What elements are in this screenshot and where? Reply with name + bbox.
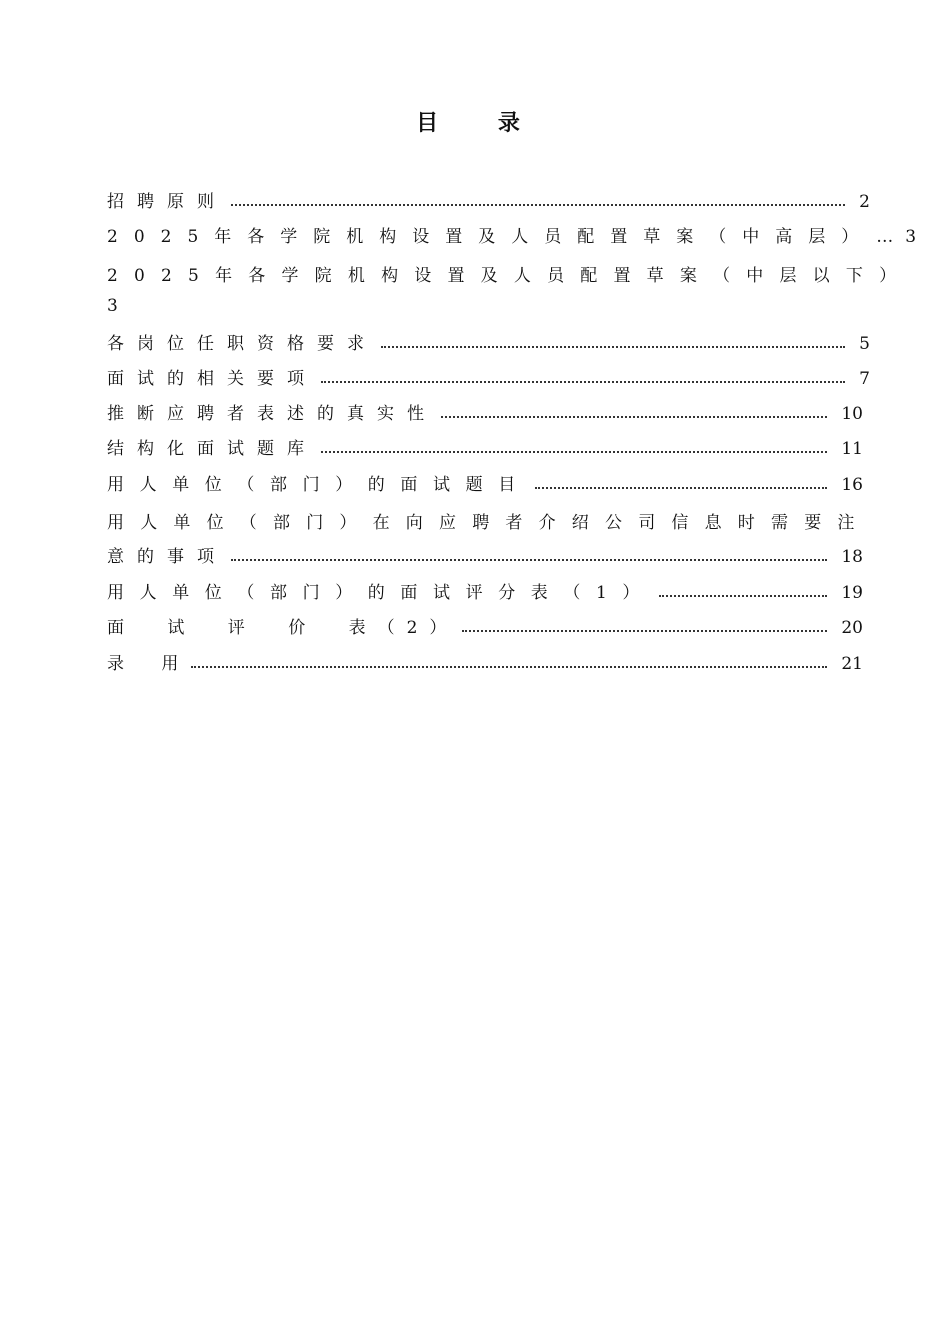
toc-entry-label: 用人单位（部门）的面试评分表（1） — [107, 583, 656, 603]
toc-entry-label: 结构化面试题库 — [107, 439, 317, 459]
dot-leader — [462, 630, 827, 632]
toc-entry-label[interactable]: 用人单位（部门）在向应聘者介绍公司信息时需要注 — [107, 513, 871, 533]
toc-entry-page: 3 — [905, 227, 917, 247]
dot-leader — [231, 204, 845, 206]
dot-leader — [659, 595, 827, 597]
page-title: 目 录 — [416, 111, 546, 136]
dot-leader — [535, 487, 828, 489]
toc-entry-page: 21 — [841, 654, 863, 674]
toc-entry-page: 16 — [841, 475, 863, 495]
toc-entry[interactable] — [107, 398, 863, 424]
dot-leader — [321, 451, 827, 453]
toc-entry-page: 10 — [841, 404, 863, 424]
toc-entry-label: 推断应聘者表述的真实性 — [107, 404, 437, 424]
toc-entry[interactable] — [107, 577, 863, 603]
ellipsis: … — [876, 227, 894, 247]
toc-entry-page: 2 — [859, 192, 870, 212]
toc-entry-label: 2025年各学院机构设置及人员配置草案（中高层） — [107, 227, 875, 247]
toc-entry[interactable] — [107, 648, 863, 674]
toc-entry[interactable] — [107, 612, 863, 638]
dot-leader — [231, 559, 827, 561]
toc-entry[interactable] — [107, 469, 863, 495]
toc-entry-label[interactable]: 2025年各学院机构设置及人员配置草案（中层以下） — [107, 266, 913, 286]
toc-entry-label: 招聘原则 — [107, 192, 227, 212]
toc-entry-page: 7 — [859, 369, 870, 389]
toc-entry-label: 用人单位（部门）的面试题目 — [107, 475, 531, 495]
toc-entry-label: 各岗位任职资格要求 — [107, 334, 377, 354]
toc-entry-label: 面试的相关要项 — [107, 369, 317, 389]
toc-entry[interactable] — [107, 363, 870, 389]
dot-leader — [441, 416, 827, 418]
toc-entry[interactable] — [107, 433, 863, 459]
toc-entry-label: 录 用 — [107, 654, 188, 674]
toc-entry-page: 18 — [841, 547, 863, 567]
dot-leader — [381, 346, 845, 348]
toc-entry-page: 5 — [859, 334, 870, 354]
toc-entry[interactable] — [107, 221, 917, 247]
dot-leader — [321, 381, 845, 383]
toc-entry[interactable] — [107, 328, 870, 354]
toc-entry-page: 3 — [107, 296, 118, 316]
toc-entry-page: 11 — [841, 439, 863, 459]
toc-entry-label: 意的事项 — [107, 547, 227, 567]
toc-entry-page: 19 — [841, 583, 863, 603]
toc-entry-label: 面 试 评 价 表（2） — [107, 618, 459, 638]
toc-entry-page: 20 — [841, 618, 863, 638]
dot-leader — [191, 666, 827, 668]
toc-entry[interactable] — [107, 186, 870, 212]
toc-entry[interactable] — [107, 541, 863, 567]
